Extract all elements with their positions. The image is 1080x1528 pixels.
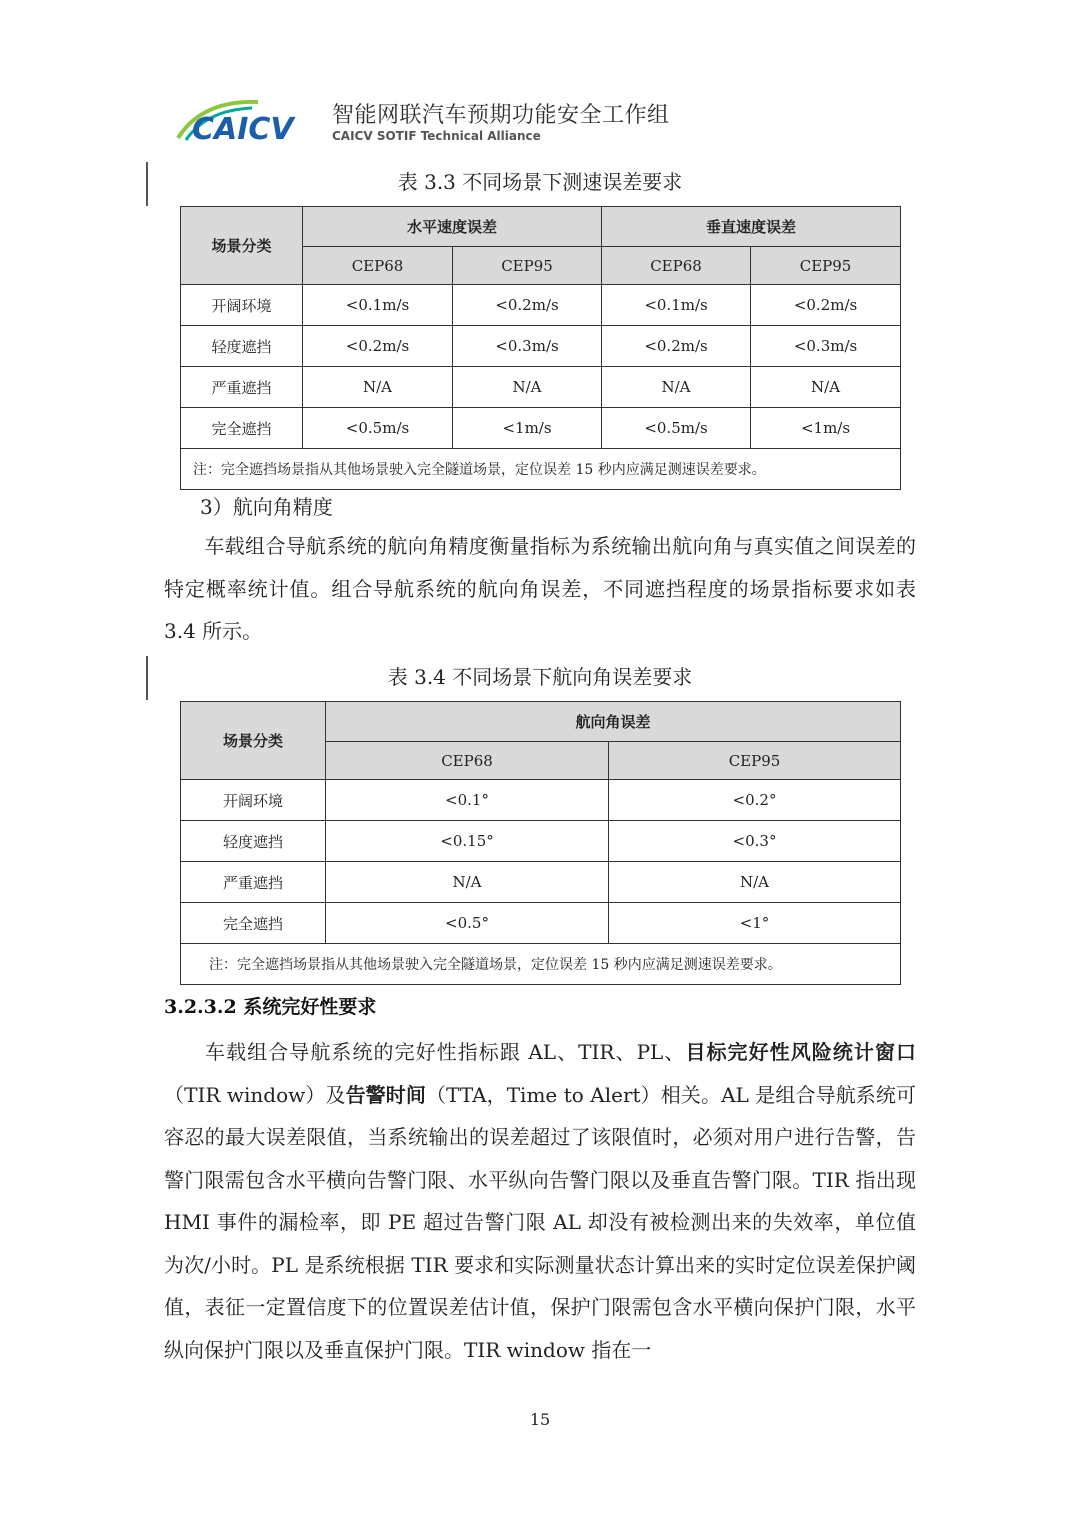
page-number: 15 bbox=[529, 1410, 551, 1429]
cell: <0.2m/s bbox=[303, 326, 453, 367]
header-scene: 场景分类 bbox=[181, 702, 326, 780]
paragraph-text: （TTA，Time to Alert）相关。AL 是组合导航系统可容忍的最大误差限值，当系统输出的误差超过了该限值时，必须对用户进行告警，告警门限需包含水平横向告警门限、水平纵向告警门限以及垂直告警门限。TIR 指出现 HMI 事件的漏检率，即 PE 超过告警门限 AL 却没有被检测出来的失效率，单位值为次/小时。PL 是系统根据 TIR 要求和实际测量状态计算出来的实时定位误差保护阈值，表征一定置信度下的位置误差估计值，保护门限需包含水平横向保护门限，水平纵向保护门限以及垂直保护门限。TIR window 指在一 bbox=[164, 1082, 917, 1362]
table-row bbox=[181, 821, 901, 862]
cell: <0.3m/s bbox=[751, 326, 901, 367]
row-scene: 完全遮挡 bbox=[181, 408, 303, 449]
cell: N/A bbox=[602, 367, 751, 408]
header-heading-error: 航向角误差 bbox=[326, 702, 901, 742]
table-3-3 bbox=[180, 206, 901, 490]
row-scene: 严重遮挡 bbox=[181, 367, 303, 408]
header-title-cn: 智能网联汽车预期功能安全工作组 bbox=[332, 103, 670, 128]
term-tta: 告警时间 bbox=[345, 1082, 426, 1107]
table-row bbox=[181, 285, 901, 326]
cell: <0.5m/s bbox=[303, 408, 453, 449]
row-scene: 严重遮挡 bbox=[181, 862, 326, 903]
cell: N/A bbox=[303, 367, 453, 408]
row-scene: 轻度遮挡 bbox=[181, 326, 303, 367]
table-row bbox=[181, 408, 901, 449]
table-row bbox=[181, 367, 901, 408]
row-scene: 完全遮挡 bbox=[181, 903, 326, 944]
header-cep68: CEP68 bbox=[303, 247, 453, 285]
table-row bbox=[181, 862, 901, 903]
paragraph bbox=[164, 525, 916, 653]
header-cep95: CEP95 bbox=[453, 247, 602, 285]
cell: <0.2m/s bbox=[602, 326, 751, 367]
cell: <0.2m/s bbox=[751, 285, 901, 326]
cell: <0.3° bbox=[609, 821, 901, 862]
row-scene: 开阔环境 bbox=[181, 285, 303, 326]
paragraph-text: 车载组合导航系统的航向角精度衡量指标为系统输出航向角与真实值之间误差的特定概率统计值。组合导航系统的航向角误差，不同遮挡程度的场景指标要求如表 3.4 所示。 bbox=[164, 534, 916, 643]
paragraph bbox=[164, 1031, 916, 1371]
header-scene: 场景分类 bbox=[181, 207, 303, 285]
cell: <1m/s bbox=[751, 408, 901, 449]
page-header bbox=[172, 92, 672, 152]
header-horizontal-speed-error: 水平速度误差 bbox=[303, 207, 602, 247]
cell: <0.1° bbox=[326, 780, 609, 821]
table-row bbox=[181, 903, 901, 944]
header-cep95: CEP95 bbox=[609, 742, 901, 780]
cell: <0.1m/s bbox=[303, 285, 453, 326]
table-row bbox=[181, 326, 901, 367]
cell: N/A bbox=[326, 862, 609, 903]
row-scene: 轻度遮挡 bbox=[181, 821, 326, 862]
table-3-4 bbox=[180, 701, 901, 985]
cell: <0.5° bbox=[326, 903, 609, 944]
cell: <0.1m/s bbox=[602, 285, 751, 326]
section-heading-heading-accuracy: 3）航向角精度 bbox=[200, 495, 333, 519]
header-cep95: CEP95 bbox=[751, 247, 901, 285]
cell: N/A bbox=[751, 367, 901, 408]
table-note: 注：完全遮挡场景指从其他场景驶入完全隧道场景，定位误差 15 秒内应满足测速误差要求。 bbox=[181, 944, 901, 985]
table-row bbox=[181, 780, 901, 821]
cell: N/A bbox=[453, 367, 602, 408]
caicv-logo bbox=[172, 94, 322, 150]
header-vertical-speed-error: 垂直速度误差 bbox=[602, 207, 901, 247]
cell: <0.15° bbox=[326, 821, 609, 862]
table-3-4-caption: 表 3.4 不同场景下航向角误差要求 bbox=[387, 665, 693, 689]
paragraph-text: （TIR window）及 bbox=[164, 1082, 346, 1107]
cell: <0.2m/s bbox=[453, 285, 602, 326]
cell: <1° bbox=[609, 903, 901, 944]
term-tir-window: 目标完好性风险统计窗口 bbox=[685, 1040, 917, 1064]
section-heading-integrity: 3.2.3.2 系统完好性要求 bbox=[164, 996, 377, 1018]
table-note: 注：完全遮挡场景指从其他场景驶入完全隧道场景，定位误差 15 秒内应满足测速误差要求。 bbox=[181, 449, 901, 490]
header-title-en: CAICV SOTIF Technical Alliance bbox=[332, 129, 541, 143]
cell: <0.3m/s bbox=[453, 326, 602, 367]
row-scene: 开阔环境 bbox=[181, 780, 326, 821]
header-cep68: CEP68 bbox=[602, 247, 751, 285]
paragraph-text: 车载组合导航系统的完好性指标跟 AL、TIR、PL、 bbox=[204, 1040, 686, 1064]
logo-wordmark: CAICV bbox=[192, 112, 294, 147]
header-cep68: CEP68 bbox=[326, 742, 609, 780]
cell: N/A bbox=[609, 862, 901, 903]
cell: <0.5m/s bbox=[602, 408, 751, 449]
cell: <1m/s bbox=[453, 408, 602, 449]
table-3-3-caption: 表 3.3 不同场景下测速误差要求 bbox=[397, 170, 683, 194]
cell: <0.2° bbox=[609, 780, 901, 821]
